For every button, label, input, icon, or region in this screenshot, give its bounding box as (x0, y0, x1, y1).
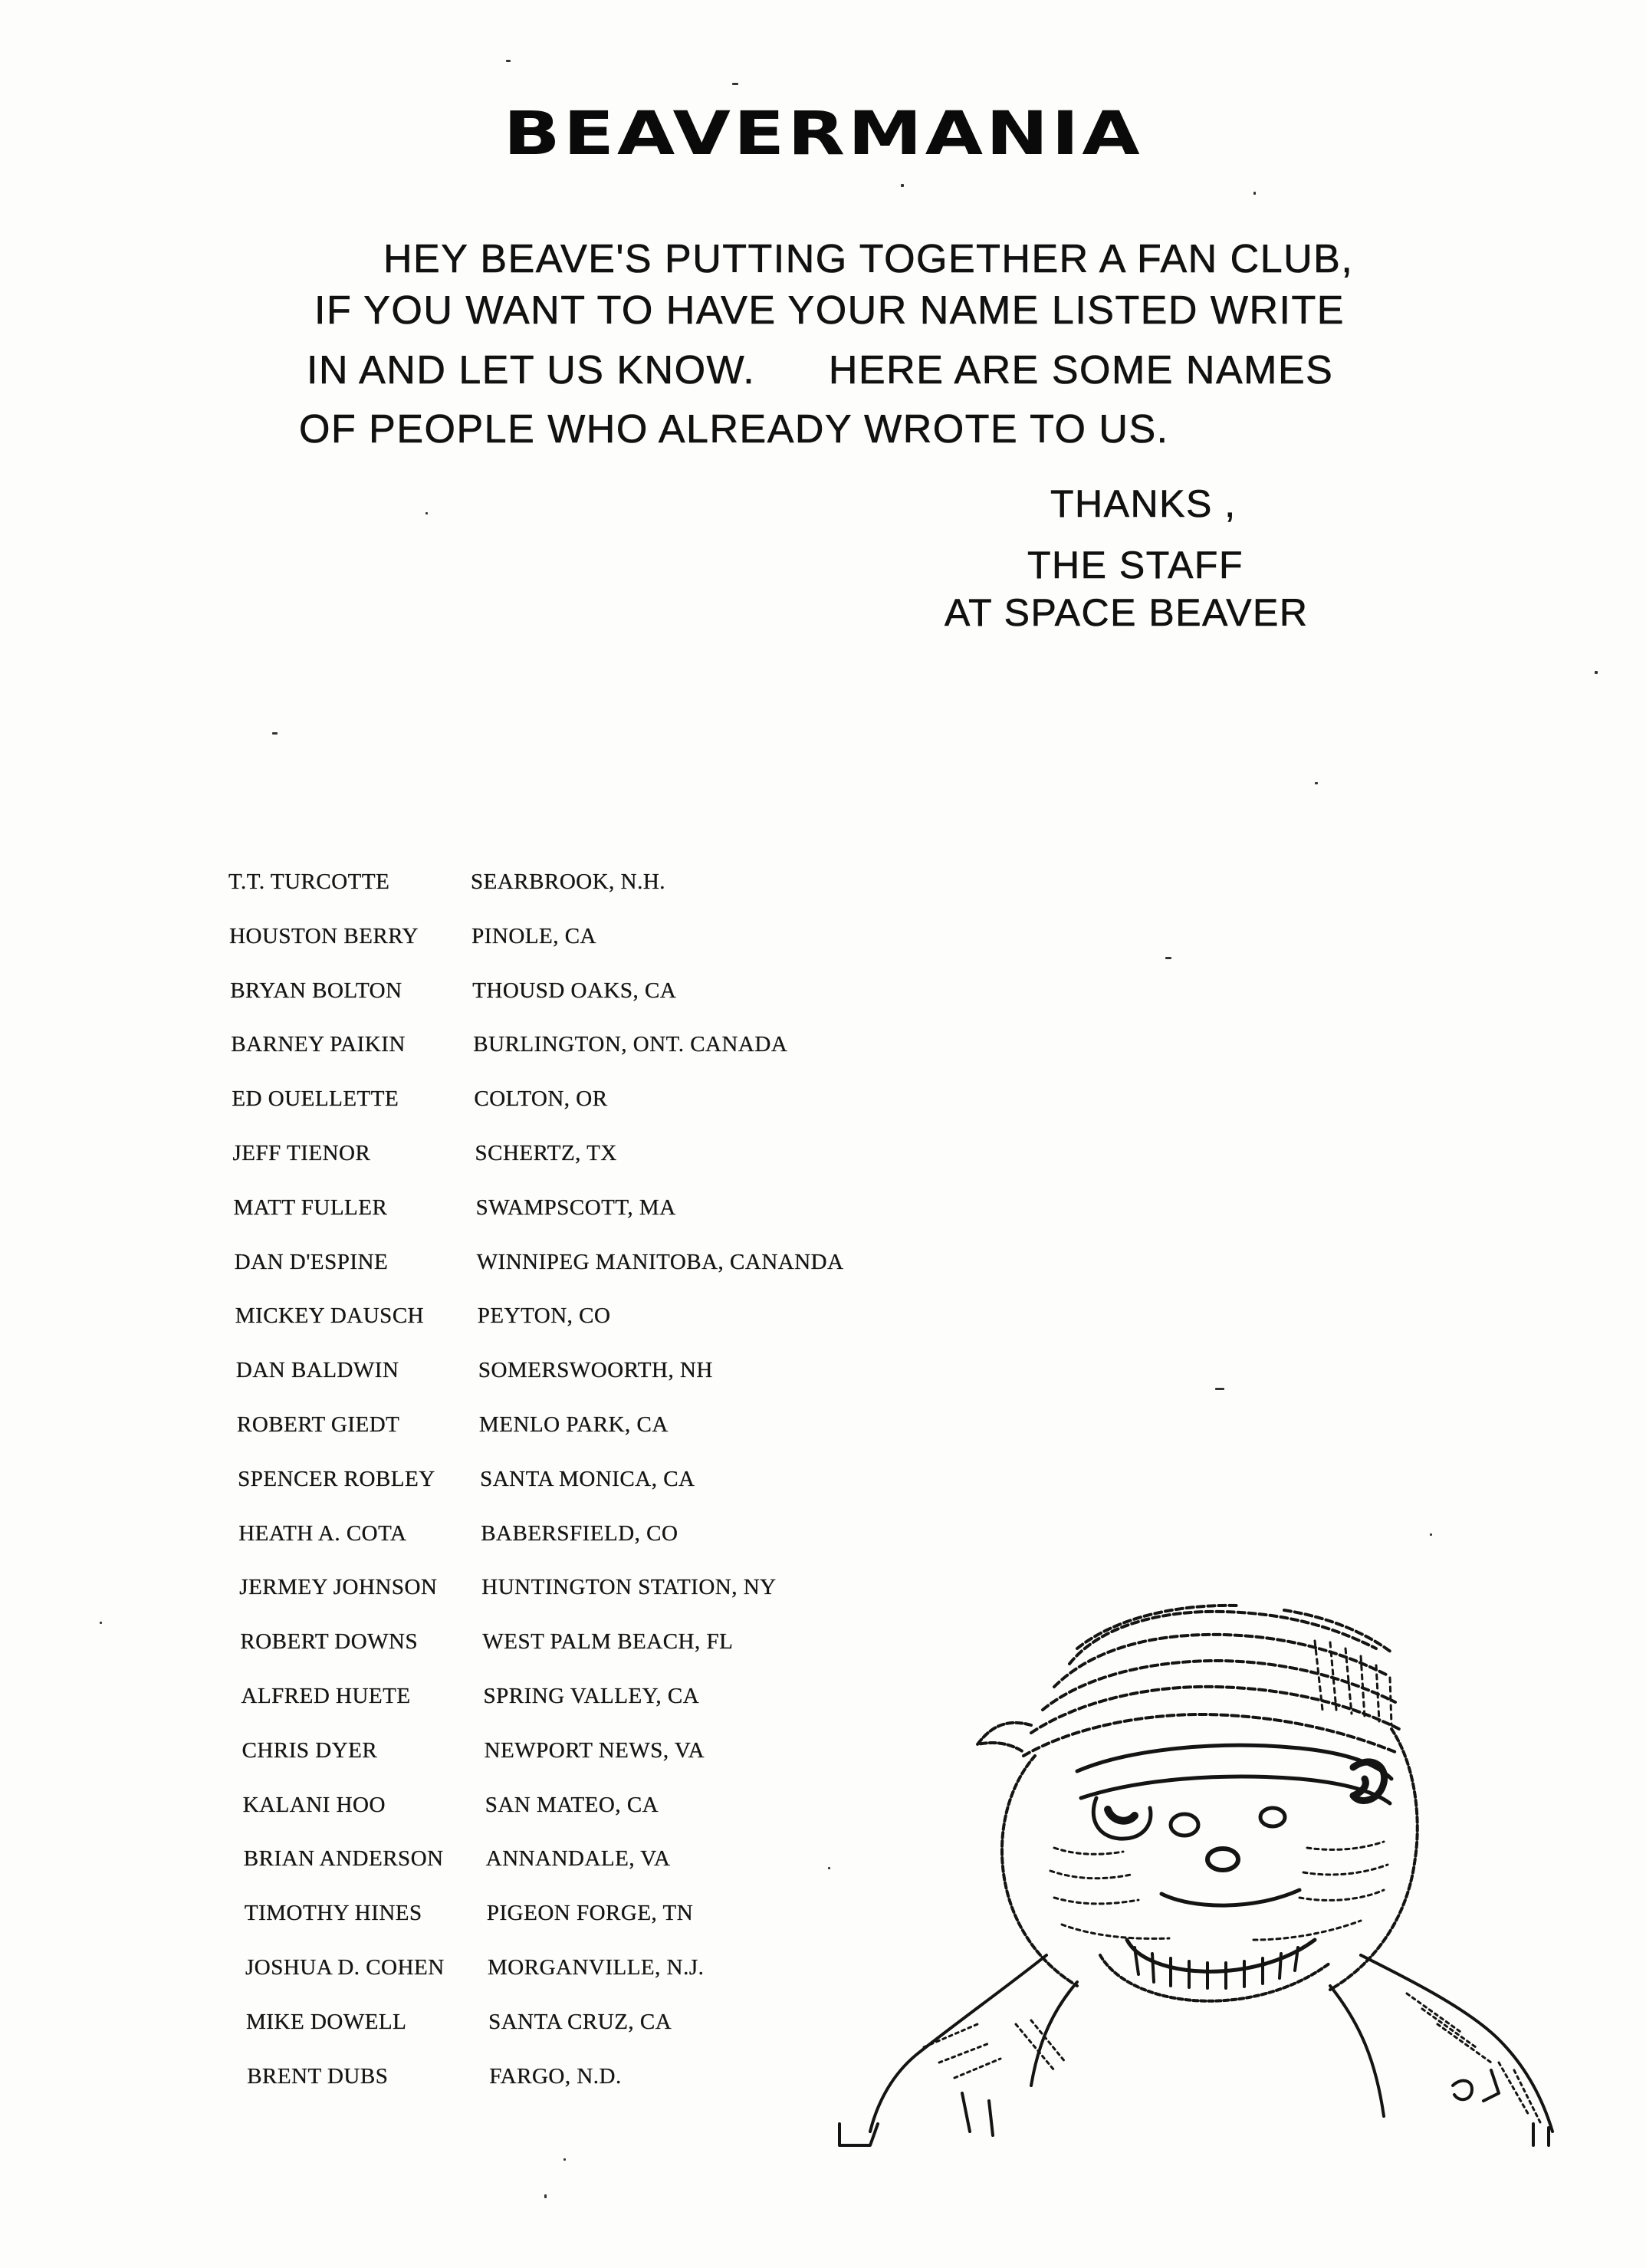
paper-speck (1430, 1533, 1432, 1536)
paper-speck (901, 184, 904, 187)
signoff-staff: THE STAFF (1027, 544, 1244, 587)
roster-place: WINNIPEG MANITOBA, CANANDA (476, 1249, 844, 1274)
roster-name: BRENT DUBS (247, 2063, 389, 2089)
roster-place: MENLO PARK, CA (479, 1412, 669, 1437)
roster-place: SAN MATEO, CA (485, 1792, 659, 1817)
roster-place: NEWPORT NEWS, VA (484, 1737, 705, 1763)
roster-place: SANTA CRUZ, CA (488, 2009, 672, 2034)
roster-name: JERMEY JOHNSON (239, 1575, 438, 1600)
roster-name: MICKEY DAUSCH (235, 1303, 425, 1329)
paper-speck (732, 83, 738, 85)
roster-name: CHRIS DYER (241, 1737, 378, 1763)
beaver-mascot-icon (824, 1595, 1575, 2147)
roster-place: WEST PALM BEACH, FL (482, 1629, 734, 1655)
roster-name: HOUSTON BERRY (229, 923, 419, 948)
intro-line-1: HEY BEAVE'S PUTTING TOGETHER A FAN CLUB, (383, 237, 1354, 281)
roster-place: HUNTINGTON STATION, NY (481, 1575, 777, 1600)
roster-place: BABERSFIELD, CO (481, 1520, 678, 1546)
paper-speck (1253, 192, 1256, 195)
paper-speck (506, 60, 511, 62)
roster-place: COLTON, OR (474, 1086, 608, 1112)
roster-place: SWAMPSCOTT, MA (475, 1195, 676, 1220)
roster-name: DAN D'ESPINE (234, 1249, 389, 1274)
intro-line-3: IN AND LET US KNOW. HERE ARE SOME NAMES (307, 348, 1334, 393)
paper-speck (563, 2158, 566, 2161)
roster-place: SPRING VALLEY, CA (483, 1684, 700, 1708)
roster-name: ROBERT GIEDT (237, 1412, 400, 1437)
roster-name: MATT FULLER (233, 1195, 388, 1220)
paper-speck (1165, 957, 1171, 959)
paper-speck (100, 1622, 102, 1624)
page-title: BEAVERMANIA (503, 100, 1143, 169)
roster-name: BARNEY PAIKIN (231, 1032, 406, 1057)
intro-line-2: IF YOU WANT TO HAVE YOUR NAME LISTED WRITE (314, 288, 1345, 333)
roster-name: ALFRED HUETE (241, 1684, 411, 1708)
roster-name: SPENCER ROBLEY (238, 1466, 435, 1491)
roster-name: BRYAN BOLTON (230, 978, 402, 1003)
roster-name: HEATH A. COTA (238, 1520, 407, 1546)
roster-place: SOMERSWOORTH, NH (478, 1358, 713, 1383)
signoff-thanks: THANKS , (1050, 482, 1237, 525)
roster-name: TIMOTHY HINES (244, 1901, 422, 1926)
roster-name: JOSHUA D. COHEN (245, 1955, 445, 1980)
roster-place: BURLINGTON, ONT. CANADA (473, 1032, 788, 1057)
intro-line-4: OF PEOPLE WHO ALREADY WROTE TO US. (299, 407, 1169, 452)
paper-speck (544, 2194, 547, 2198)
signoff-company: AT SPACE BEAVER (945, 591, 1309, 634)
roster-place: THOUSD OAKS, CA (472, 978, 677, 1003)
roster-place: PIGEON FORGE, TN (486, 1901, 694, 1926)
roster-name: BRIAN ANDERSON (243, 1846, 444, 1872)
roster-name: MIKE DOWELL (246, 2009, 407, 2034)
paper-speck (1595, 671, 1598, 674)
roster-name: KALANI HOO (242, 1792, 386, 1817)
roster-name: T.T. TURCOTTE (228, 869, 390, 894)
paper-speck (425, 512, 428, 514)
paper-speck (1215, 1388, 1224, 1390)
roster-place: PINOLE, CA (471, 923, 596, 948)
roster-place: SCHERTZ, TX (475, 1141, 617, 1165)
roster-place: PEYTON, CO (477, 1303, 611, 1329)
roster-place: SANTA MONICA, CA (480, 1466, 695, 1491)
roster-name: ROBERT DOWNS (240, 1629, 419, 1655)
roster-place: MORGANVILLE, N.J. (488, 1955, 705, 1980)
roster-name: DAN BALDWIN (235, 1358, 399, 1383)
paper-speck (1315, 782, 1318, 784)
paper-speck (272, 732, 278, 735)
roster-name: JEFF TIENOR (232, 1141, 371, 1165)
roster-place: ANNANDALE, VA (485, 1846, 671, 1872)
roster-name: ED OUELLETTE (232, 1086, 399, 1112)
roster-place: SEARBROOK, N.H. (471, 869, 666, 894)
roster-place: FARGO, N.D. (489, 2063, 622, 2089)
